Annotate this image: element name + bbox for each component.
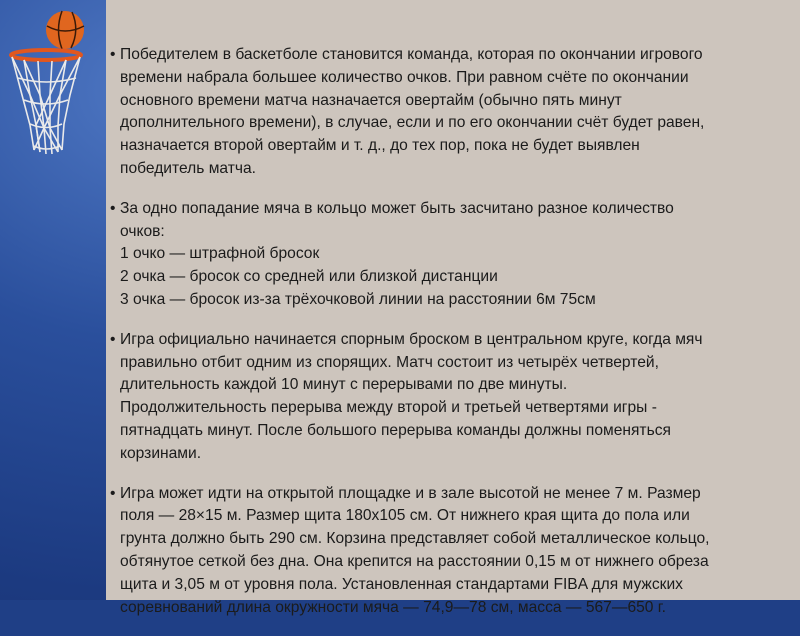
- text-line: 3 очка — бросок из-за трёхочковой линии на расстоянии 6м 75см: [120, 290, 596, 308]
- text-line: назначается второй овертайм и т. д., до тех пор, пока не будет выявлен: [120, 137, 640, 155]
- text-line: Победителем в баскетболе становится команда, которая по окончании игрового: [120, 46, 703, 63]
- basketball-icon: [46, 11, 84, 49]
- text-line: За одно попадание мяча в кольцо может быть засчитано разное количество: [120, 199, 674, 217]
- text-line: поля — 28×15 м. Размер щита 180х105 см. От нижнего края щита до пола или: [120, 507, 690, 525]
- text-line: пятнадцать минут. После большого перерыва команды должны поменяться: [120, 421, 671, 439]
- hoop-rim: [11, 50, 81, 60]
- bullet: •: [110, 330, 116, 348]
- text-line: обтянутое сеткой без дна. Она крепится на расстоянии 0,15 м от нижнего обреза: [120, 552, 709, 570]
- text-line: длительность каждой 10 минут с перерывами по две минуты.: [120, 376, 568, 394]
- text-line: грунта должно быть 290 см. Корзина представляет собой металлическое кольцо,: [120, 530, 710, 548]
- hoop-net: [12, 57, 80, 154]
- basketball-hoop-icon: [0, 0, 106, 170]
- text-line: основного времени матча назначается овертайм (обычно пять минут: [120, 91, 622, 109]
- text-line: соревнований длина окружности мяча — 74,9—78 см, масса — 567—650 г.: [120, 598, 666, 616]
- text-line: Игра может идти на открытой площадке и в зале высотой не менее 7 м. Размер: [120, 484, 701, 502]
- bullet: •: [110, 199, 116, 217]
- text-line: правильно отбит одним из спорящих. Матч состоит из четырёх четвертей,: [120, 353, 659, 371]
- text-line: времени набрала большее количество очков. При равном счёте по окончании: [120, 68, 689, 86]
- bullet: •: [110, 46, 116, 63]
- paragraph-game-start: [110, 329, 788, 466]
- text-line: Продолжительность перерыва между второй и третьей четвертями игры -: [120, 399, 657, 417]
- text-line: 2 очка — бросок со средней или близкой дистанции: [120, 268, 498, 286]
- paragraph-court: [110, 483, 788, 620]
- slide-text: [110, 44, 788, 636]
- bullet: •: [110, 484, 116, 502]
- text-line: победитель матча.: [120, 159, 257, 177]
- text-line: дополнительного времени), в случае, если и по его окончании счёт будет равен,: [120, 114, 705, 132]
- text-line: щита и 3,05 м от уровня пола. Установленная стандартами FIBA для мужских: [120, 575, 683, 593]
- paragraph-points: [110, 198, 788, 312]
- text-line: корзинами.: [120, 444, 202, 462]
- text-line: Игра официально начинается спорным броском в центральном круге, когда мяч: [120, 330, 703, 348]
- text-line: 1 очко — штрафной бросок: [120, 245, 320, 263]
- text-line: очков:: [120, 222, 165, 240]
- paragraph-winner: [110, 44, 788, 181]
